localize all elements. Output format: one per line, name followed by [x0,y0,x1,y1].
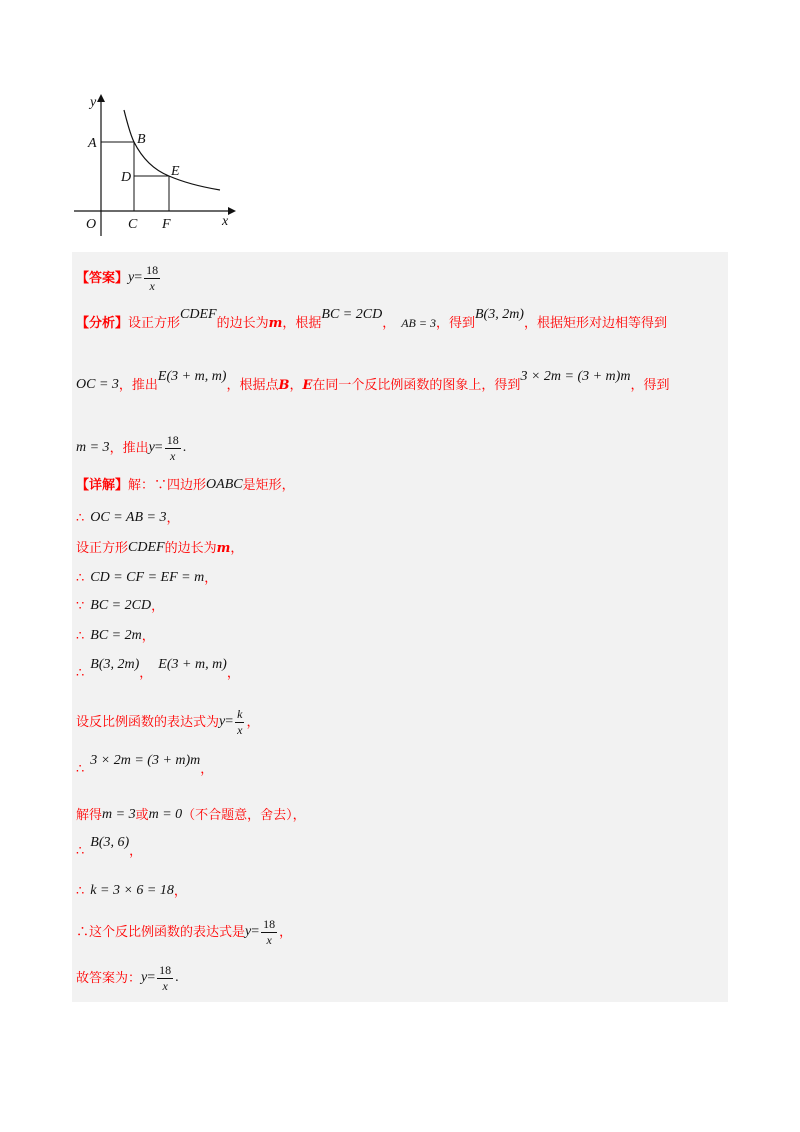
detail-math: B(3, 6) [90,835,130,850]
answer-eq: = [134,270,143,286]
analysis-line-2 [76,369,670,393]
solution-panel [72,252,728,1002]
detail-text: ∴ [76,761,85,777]
detail-text: ， [141,628,155,644]
detail-text: ∴ [76,883,85,899]
detail-math: k = 3 × 6 = 18 [90,883,174,898]
detail-text: 解：∵四边形 [128,477,207,493]
analysis-math: OC = 3 [76,377,119,392]
geometry-figure [70,88,240,238]
detail-line-4 [76,571,217,585]
detail-text: ， [139,665,153,681]
detail-text: ， [129,843,143,859]
detail-text: ∴ [76,843,85,859]
label-F: F [162,217,171,232]
y-axis-arrow-icon [97,94,105,102]
analysis-math: E(3 + m, m) [157,369,227,384]
detail-text: ∴这个反比例函数的表达式是 [76,924,246,940]
detail-text: ， [151,598,165,614]
detail-math: CDEF [128,540,165,555]
analysis-fraction [165,434,181,462]
analysis-num: 18 [166,433,179,447]
analysis-math: m = 3 [76,440,110,456]
detail-line-1 [76,478,295,492]
detail-text: 解得 [76,807,103,823]
analysis-text: ，推出 [118,377,158,393]
analysis-text: ， [382,315,396,331]
analysis-line-3 [76,434,186,462]
detail-num: k [237,707,243,721]
detail-line-2 [76,511,180,525]
detail-text: ∴ [76,628,85,644]
label-A: A [88,136,97,151]
detail-line-8 [76,708,259,736]
detail-line-12 [76,884,187,898]
detail-tag: 【详解】 [76,477,129,493]
detail-math: B(3, 2m) [90,657,140,672]
detail-text: （不合题意，舍去）， [182,807,306,823]
detail-math: BC = 2m [90,628,142,643]
label-O: O [86,217,97,232]
analysis-math: CDEF [180,307,217,322]
detail-math: = [251,924,260,940]
detail-math: OC = AB = 3 [90,510,167,525]
detail-line-10 [76,808,306,822]
detail-text: ∴ [76,665,85,681]
analysis-text: ，根据矩形对边相等得到 [523,315,667,331]
analysis-text: ，根据 [282,315,322,331]
analysis-math: BC = 2CD [321,307,383,322]
analysis-math: 3 × 2m = (3 + m)m [520,369,631,384]
detail-math: BC = 2CD [90,598,152,613]
detail-math: m = 0 [148,807,183,822]
detail-line-6 [76,629,155,643]
analysis-text: ，根据点 [226,377,279,393]
detail-text: ， [204,570,218,586]
detail-num: 18 [263,917,276,931]
detail-text: ， [279,924,293,940]
detail-text: 是矩形， [242,477,295,493]
analysis-text: . [182,440,187,456]
analysis-tag: 【分析】 [76,315,129,331]
answer-den: x [149,278,155,293]
detail-line-7 [76,657,240,681]
detail-text: ， [246,714,260,730]
detail-line-5 [76,599,164,613]
analysis-text: 的边长为 [216,315,269,331]
detail-text: ， [166,510,180,526]
answer-fraction [144,264,160,292]
detail-math: 3 × 2m = (3 + m)m [90,753,201,768]
detail-fraction-k [235,708,244,736]
detail-text: . [175,970,179,986]
detail-math: y [141,970,148,986]
answer-line [76,264,162,292]
analysis-math: = [154,440,163,456]
analysis-math: y [148,440,155,456]
label-B: B [137,132,146,147]
detail-text: ∴ [76,570,85,586]
analysis-text: ，得到 [630,377,670,393]
detail-math: OABC [206,477,243,492]
detail-math: m [216,540,231,556]
analysis-math: B(3, 2m) [474,307,524,322]
detail-text: ， [230,540,244,556]
detail-line-13 [76,918,292,946]
detail-den: x [162,978,168,993]
label-y: y [90,95,97,110]
detail-text: ∵ [76,598,85,614]
final-fraction [157,964,173,992]
detail-text: 的边长为 [164,540,217,556]
detail-math: E(3 + m, m) [158,657,227,672]
answer-tag: 【答案】 [76,270,129,286]
analysis-text: ，推出 [109,440,149,456]
detail-line-3 [76,541,243,555]
analysis-text: 在同一个反比例函数的图象上，得到 [312,377,521,393]
detail-math: CD = CF = EF = m [90,570,205,585]
detail-den: x [237,722,243,737]
analysis-math: E [302,377,313,393]
analysis-math: B [278,377,290,393]
analysis-line-1 [76,307,667,331]
detail-math: y [245,924,252,940]
answer-num: 18 [146,263,159,277]
label-E: E [171,164,180,179]
label-D: D [121,170,132,185]
detail-math: y [219,714,226,730]
detail-line-9 [76,753,214,777]
label-C: C [128,217,138,232]
detail-text: 或 [135,807,149,823]
analysis-text: ，得到 [435,315,475,331]
detail-text: ， [200,761,214,777]
detail-line-11 [76,835,143,859]
answer-y: y [128,270,135,286]
detail-math: = [147,970,156,986]
detail-text: 设正方形 [76,540,129,556]
detail-den: x [266,932,272,947]
label-x: x [222,214,229,229]
detail-num: 18 [159,963,172,977]
detail-math: m = 3 [102,807,136,822]
analysis-text: 设正方形 [128,315,181,331]
detail-math: = [225,714,234,730]
detail-text: ∴ [76,510,85,526]
x-axis-arrow-icon [228,207,236,215]
detail-text: ， [226,665,240,681]
analysis-text: ， [289,377,303,393]
analysis-math: m [268,315,283,331]
detail-text: 故答案为： [76,970,142,986]
detail-text: 设反比例函数的表达式为 [76,714,220,730]
detail-line-14 [76,964,179,992]
analysis-den: x [170,448,176,463]
detail-fraction-18 [261,918,277,946]
analysis-math: AB = 3 [401,316,436,330]
detail-text: ， [173,883,187,899]
